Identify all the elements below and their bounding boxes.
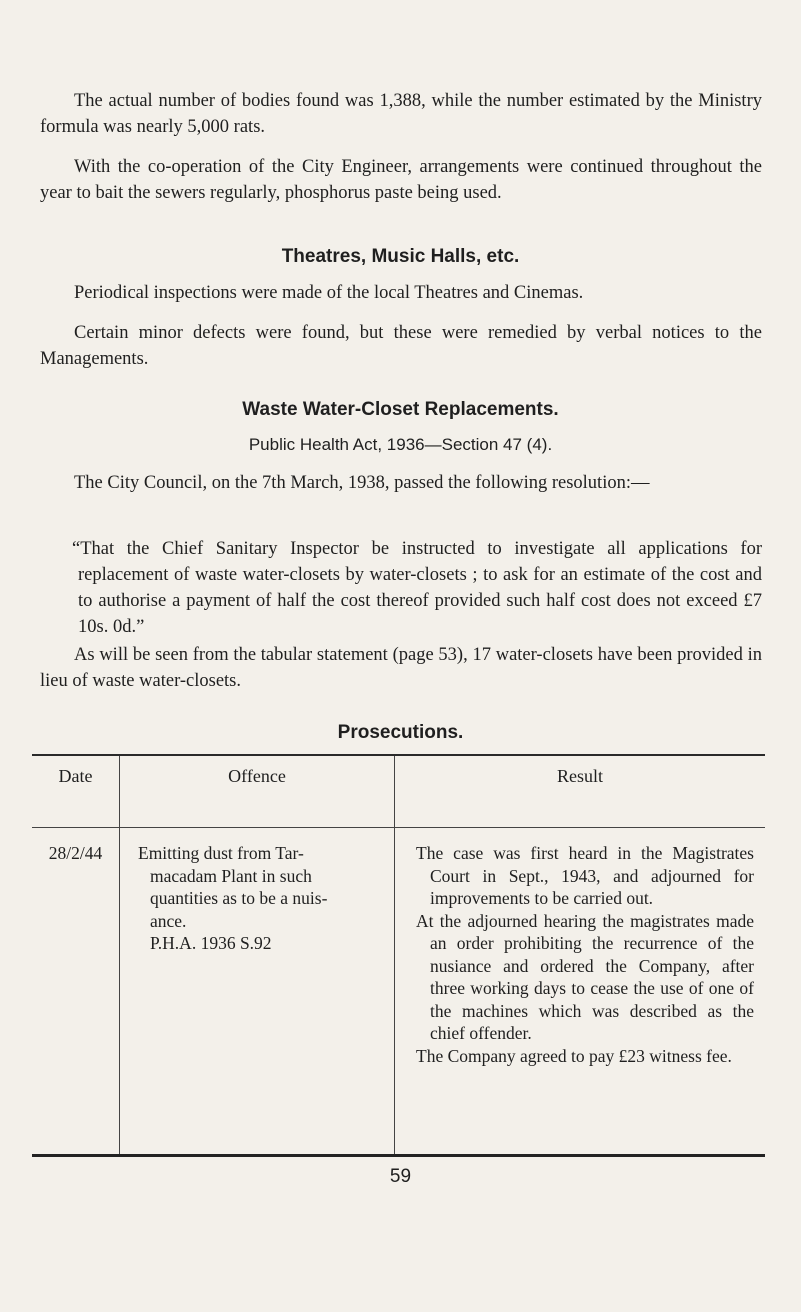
heading-water-closet: Waste Water-Closet Replacements. — [242, 399, 559, 420]
table-header-rule — [32, 827, 765, 828]
table-bottom-rule — [32, 1154, 765, 1157]
quote-resolution: “That the Chief Sanitary Inspector be instructed to investigate all applications for replacement of waste water-closets by water-closets ; to ask for an estimate of the cost and to authorise a payment of half the cost thereof provided such half cost does not exceed £7 10s. 0d.” — [72, 539, 762, 637]
paragraph-sewers: With the co-operation of the City Engineer, arrangements were continued throughout the year to bait the sewers regularly, phosphorus paste being used. — [40, 157, 762, 203]
column-header-result: Result — [556, 766, 603, 786]
paragraph-theatres-inspections: Periodical inspections were made of the local Theatres and Cinemas. — [74, 283, 584, 303]
offence-line: Emitting dust from Tar- — [138, 843, 304, 863]
paragraph-water-closets-provided: As will be seen from the tabular statement (page 53), 17 water-closets have been provided in lieu of waste water-closets. — [40, 645, 762, 691]
paragraph-council-resolution: The City Council, on the 7th March, 1938, passed the following resolution:— — [74, 473, 650, 493]
prosecutions-table — [32, 754, 765, 1158]
cell-date: 28/2/44 — [48, 843, 103, 863]
result-paragraph: At the adjourned hearing the magistrates made an order prohibiting the recurrence of the nusiance and ordered the Company, after three working days to cease the use of one of the machines which was described as the chief offender. — [416, 910, 754, 1043]
cell-result — [406, 842, 754, 1067]
table-column-divider — [119, 756, 120, 1154]
table-top-rule — [32, 754, 765, 756]
result-paragraph: The case was first heard in the Magistrates Court in Sept., 1943, and adjourned for improvements to be carried out. — [416, 843, 754, 908]
column-header-offence: Offence — [228, 766, 286, 786]
table-column-divider — [394, 756, 395, 1154]
offence-line: quantities as to be a nuis- — [150, 888, 328, 908]
offence-line: ance. — [150, 910, 187, 931]
result-paragraph: The Company agreed to pay £23 witness fee. — [416, 1045, 732, 1066]
paragraph-theatres-defects: Certain minor defects were found, but these were remedied by verbal notices to the Managements. — [40, 323, 762, 369]
heading-theatres: Theatres, Music Halls, etc. — [281, 246, 520, 267]
heading-prosecutions: Prosecutions. — [337, 722, 464, 743]
paragraph-rats-count: The actual number of bodies found was 1,388, while the number estimated by the Ministry formula was nearly 5,000 rats. — [40, 91, 762, 137]
page-number: 59 — [389, 1166, 412, 1187]
subheading-public-health-act: Public Health Act, 1936—Section 47 (4). — [248, 435, 553, 454]
offence-line: macadam Plant in such — [150, 865, 312, 886]
cell-offence — [138, 842, 376, 955]
column-header-date: Date — [58, 766, 93, 786]
offence-line: P.H.A. 1936 S.92 — [150, 933, 272, 953]
